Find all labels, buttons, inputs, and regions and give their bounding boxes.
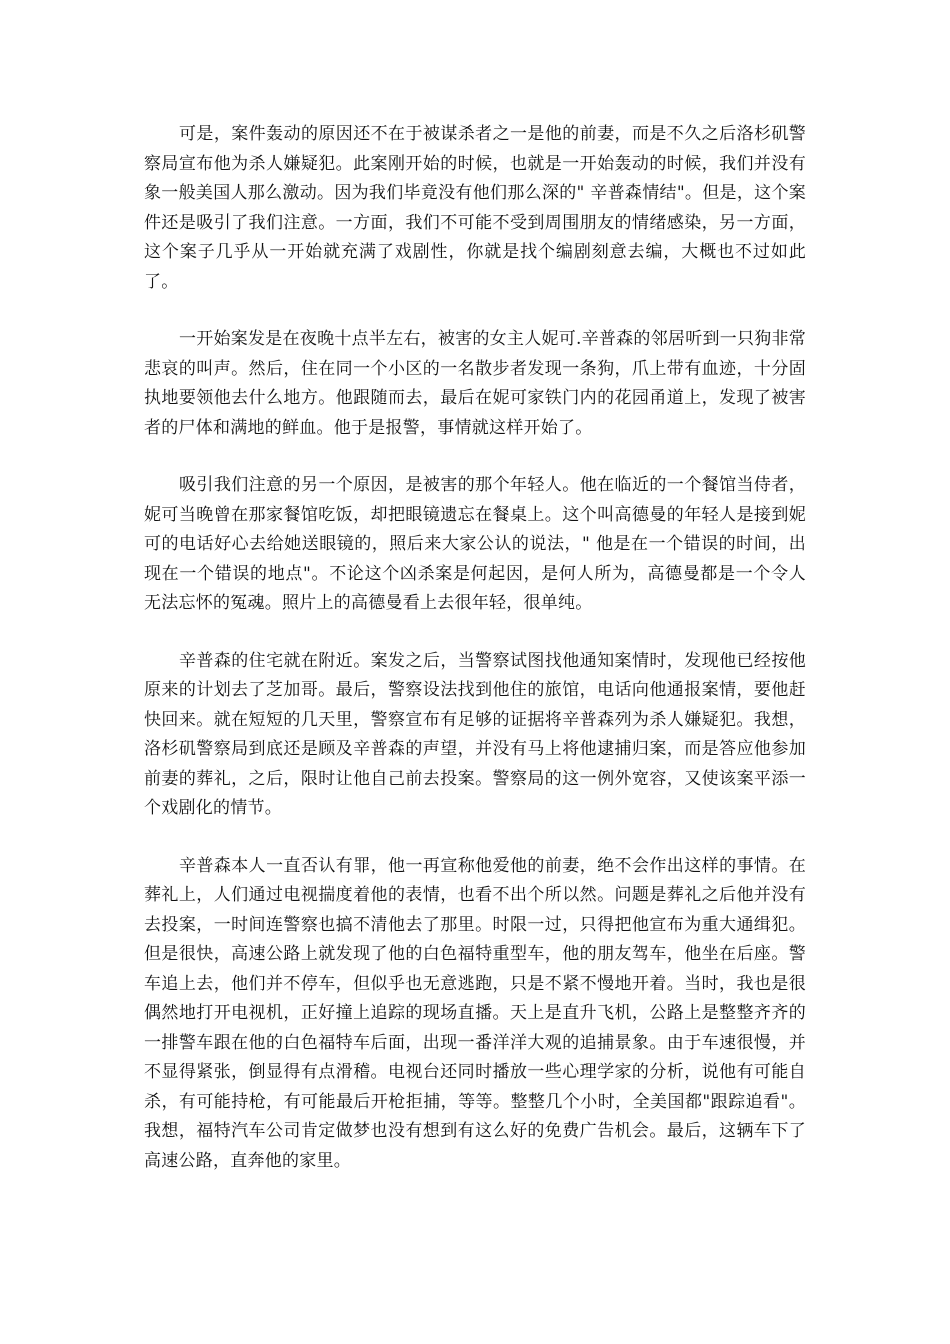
- paragraph-1: 可是，案件轰动的原因还不在于被谋杀者之一是他的前妻，而是不久之后洛杉矶警察局宣布他为杀人嫌疑犯。此案刚开始的时候，也就是一开始轰动的时候，我们并没有象一般美国人那么激动。因为我们毕竟没有他们那么深的" 辛普森情结"。但是，这个案件还是吸引了我们注意。一方面，我们不可能不受到周围朋友的情绪感染，另一方面，这个案子几乎从一开始就充满了戏剧性，你就是找个编剧刻意去编，大概也不过如此了。: [144, 124, 806, 292]
- document-body: [144, 120, 806, 1204]
- paragraph-3: 吸引我们注意的另一个原因，是被害的那个年轻人。他在临近的一个餐馆当侍者，妮可当晚曾在那家餐馆吃饭，却把眼镜遗忘在餐桌上。这个叫高德曼的年轻人是接到妮可的电话好心去给她送眼镜的，照后来大家公认的说法，" 他是在一个错误的时间，出现在一个错误的地点"。不论这个凶杀案是何起因，是何人所为，高德曼都是一个令人无法忘怀的冤魂。照片上的高德曼看上去很年轻，很单纯。: [144, 475, 806, 613]
- paragraph-5: 辛普森本人一直否认有罪，他一再宣称他爱他的前妻，绝不会作出这样的事情。在葬礼上，人们通过电视揣度着他的表情，也看不出个所以然。问题是葬礼之后他并没有去投案，一时间连警察也搞不清他去了那里。时限一过，只得把他宣布为重大通缉犯。但是很快，高速公路上就发现了他的白色福特重型车，他的朋友驾车，他坐在后座。警车追上去，他们并不停车，但似乎也无意逃跑，只是不紧不慢地开着。当时，我也是很偶然地打开电视机，正好撞上追踪的现场直播。天上是直升飞机，公路上是整整齐齐的一排警车跟在他的白色福特车后面，出现一番洋洋大观的追捕景象。由于车速很慢，并不显得紧张，倒显得有点滑稽。电视台还同时播放一些心理学家的分析，说他有可能自杀，有可能持枪，有可能最后开枪拒捕，等等。整整几个小时，全美国都"跟踪追看"。我想，福特汽车公司肯定做梦也没有想到有这么好的免费广告机会。最后，这辆车下了高速公路，直奔他的家里。: [144, 855, 806, 1171]
- paragraph-4: 辛普森的住宅就在附近。案发之后，当警察试图找他通知案情时，发现他已经按他原来的计划去了芝加哥。最后，警察设法找到他住的旅馆，电话向他通报案情，要他赶快回来。就在短短的几天里，警察宣布有足够的证据将辛普森列为杀人嫌疑犯。我想，洛杉矶警察局到底还是顾及辛普森的声望，并没有马上将他逮捕归案，而是答应他参加前妻的葬礼，之后，限时让他自己前去投案。警察局的这一例外宽容，又使该案平添一个戏剧化的情节。: [144, 650, 806, 818]
- paragraph-2: 一开始案发是在夜晚十点半左右，被害的女主人妮可.辛普森的邻居听到一只狗非常悲哀的叫声。然后，住在同一个小区的一名散步者发现一条狗，爪上带有血迹，十分固执地要领他去什么地方。他跟随而去，最后在妮可家铁门内的花园甬道上，发现了被害者的尸体和满地的鲜血。他于是报警，事情就这样开始了。: [144, 329, 806, 438]
